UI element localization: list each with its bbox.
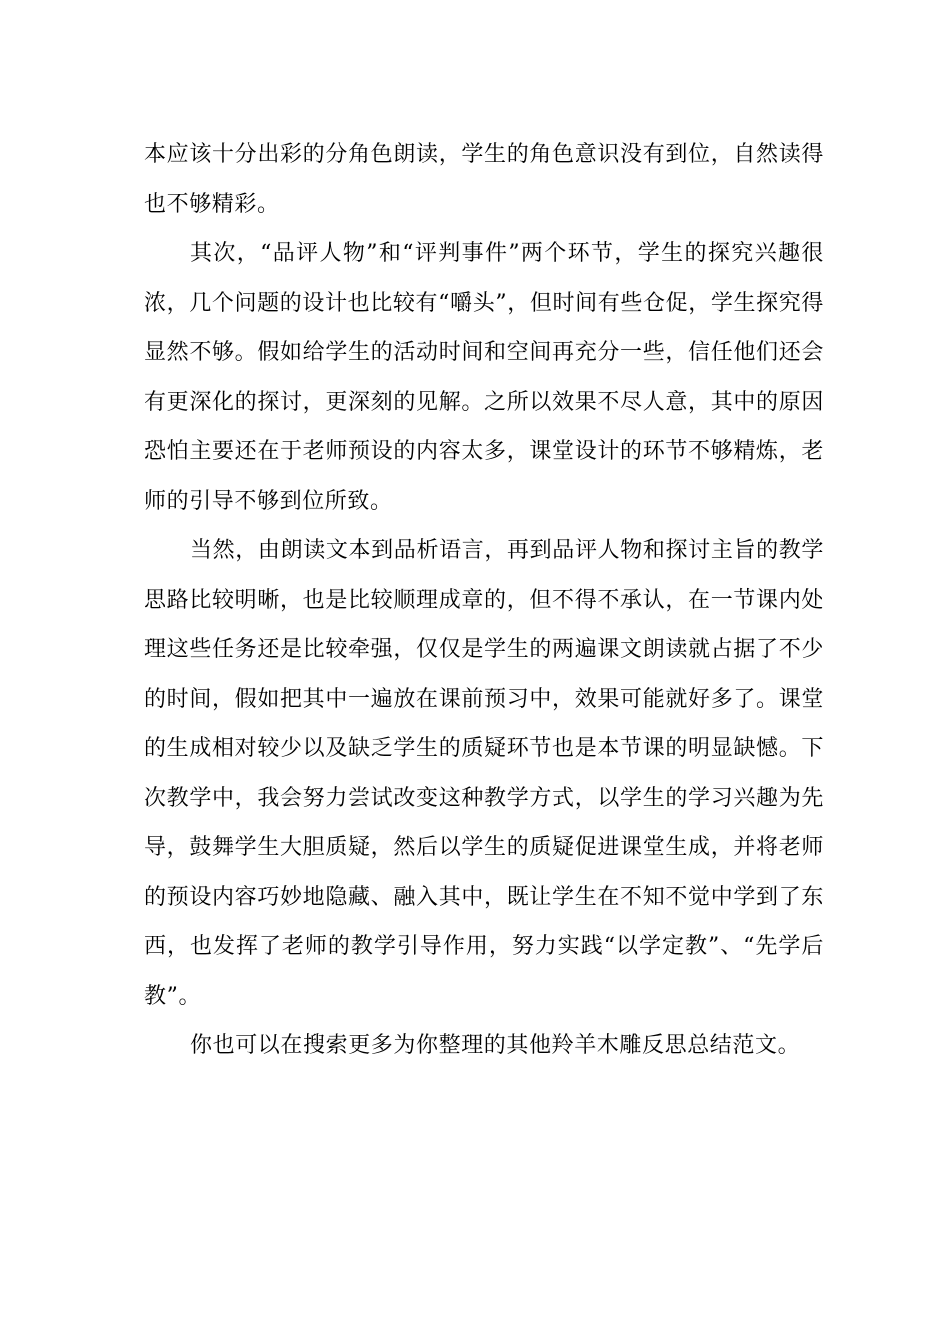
- paragraph-reflection: 当然，由朗读文本到品析语言，再到品评人物和探讨主旨的教学思路比较明晰，也是比较顺理成章的，但不得不承认，在一节课内处理这些任务还是比较牵强，仅仅是学生的两遍课文朗读就占据了不少的时间，假如把其中一遍放在课前预习中，效果可能就好多了。课堂的生成相对较少以及缺乏学生的质疑环节也是本节课的明显缺憾。下次教学中，我会努力尝试改变这种教学方式，以学生的学习兴趣为先导，鼓舞学生大胆质疑，然后以学生的质疑促进课堂生成，并将老师的预设内容巧妙地隐藏、融入其中，既让学生在不知不觉中学到了东西，也发挥了老师的教学引导作用，努力实践“以学定教”、“先学后教”。: [144, 538, 824, 1009]
- paragraph-continuation: 本应该十分出彩的分角色朗读，学生的角色意识没有到位，自然读得也不够精彩。: [144, 142, 824, 217]
- paragraph-closing-note: 你也可以在搜索更多为你整理的其他羚羊木雕反思总结范文。: [190, 1033, 801, 1058]
- paragraph-second-point: 其次，“品评人物”和“评判事件”两个环节，学生的探究兴趣很浓，几个问题的设计也比较有“嚼头”，但时间有些仓促，学生探究得显然不够。假如给学生的活动时间和空间再充分一些，信任他们还会有更深化的探讨，更深刻的见解。之所以效果不尽人意，其中的原因恐怕主要还在于老师预设的内容太多，课堂设计的环节不够精炼，老师的引导不够到位所致。: [144, 241, 824, 514]
- document-body: [144, 130, 824, 1071]
